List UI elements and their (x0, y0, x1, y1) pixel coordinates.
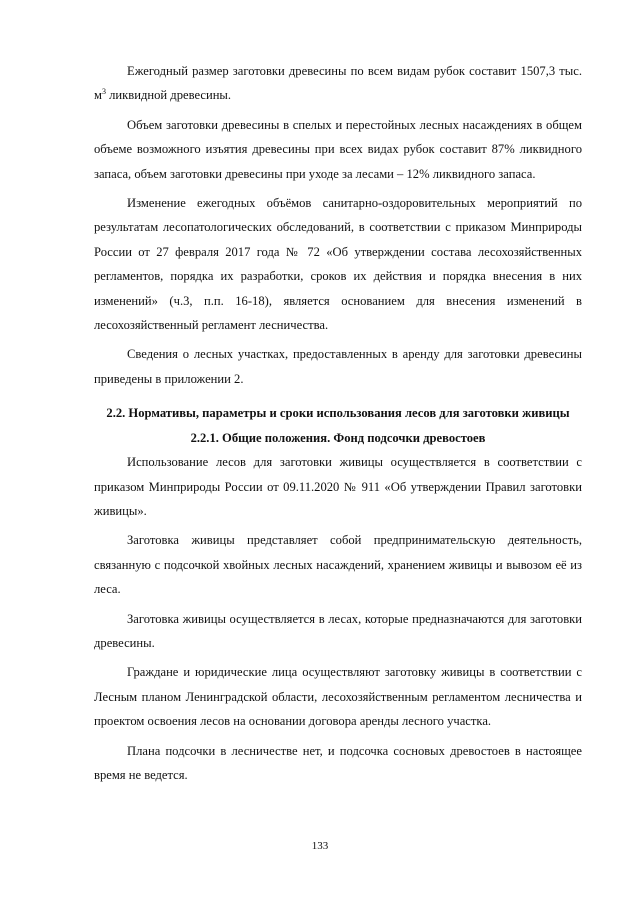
paragraph-leased-plots: Сведения о лесных участках, предоставленных в аренду для заготовки древесины приведены в приложении 2. (94, 347, 582, 386)
subsection-heading: 2.2.1. Общие положения. Фонд подсочки древостоев (190, 430, 486, 445)
paragraph-harvest-volume (94, 59, 582, 108)
page-body (94, 59, 582, 787)
paragraph-resin-forests: Заготовка живицы осуществляется в лесах, которые предназначаются для заготовки древесины. (94, 611, 582, 650)
paragraph-resin-definition: Заготовка живицы представляет собой предпринимательскую деятельность, связанную с подсочкой хвойных лесных насаждений, хранением живицы и вывозом её из леса. (94, 533, 582, 597)
paragraph-resin-regulation: Использование лесов для заготовки живицы осуществляется в соответствии с приказом Минприроды России от 09.11.2020 № 911 «Об утверждении Правил заготовки живицы». (94, 455, 582, 518)
paragraph-text: Ежегодный размер заготовки древесины по всем видам рубок составит 1507,3 тыс. м (94, 64, 582, 103)
unit-superscript: 3 (101, 87, 106, 97)
paragraph-sanitary-measures: Изменение ежегодных объёмов санитарно-оздоровительных мероприятий по результатам лесопатологических обследований, в соответствии с приказом Минприроды России от 27 февраля 2017 года № 72 «Об утверждении состава лесохозяйственных регламентов, порядка их разработки, сроков их действия и порядка внесения в них изменений» (ч.3, п.п. 16-18), является основанием для внесения изменений в лесохозяйственный регламент лесничества. (94, 196, 582, 333)
paragraph-tapping-plan: Плана подсочки в лесничестве нет, и подсочка сосновых древостоев в настоящее время не ведется. (94, 743, 582, 782)
paragraph-text: ликвидной древесины. (105, 88, 232, 103)
paragraph-harvest-share: Объем заготовки древесины в спелых и перестойных лесных насаждениях в общем объеме возможного изъятия древесины при всех видах рубок составит 87% ликвидного запаса, объем заготовки древесины при уходе за лесами – 12% ликвидного запаса. (94, 117, 582, 181)
page-number: 133 (311, 840, 329, 852)
paragraph-resin-parties: Граждане и юридические лица осуществляют заготовку живицы в соответствии с Лесным планом Ленинградской области, лесохозяйственным регламентом лесничества и проектом освоения лесов на основании договора аренды лесного участка. (94, 665, 582, 729)
section-heading: 2.2. Нормативы, параметры и сроки использования лесов для заготовки живицы (106, 406, 570, 421)
